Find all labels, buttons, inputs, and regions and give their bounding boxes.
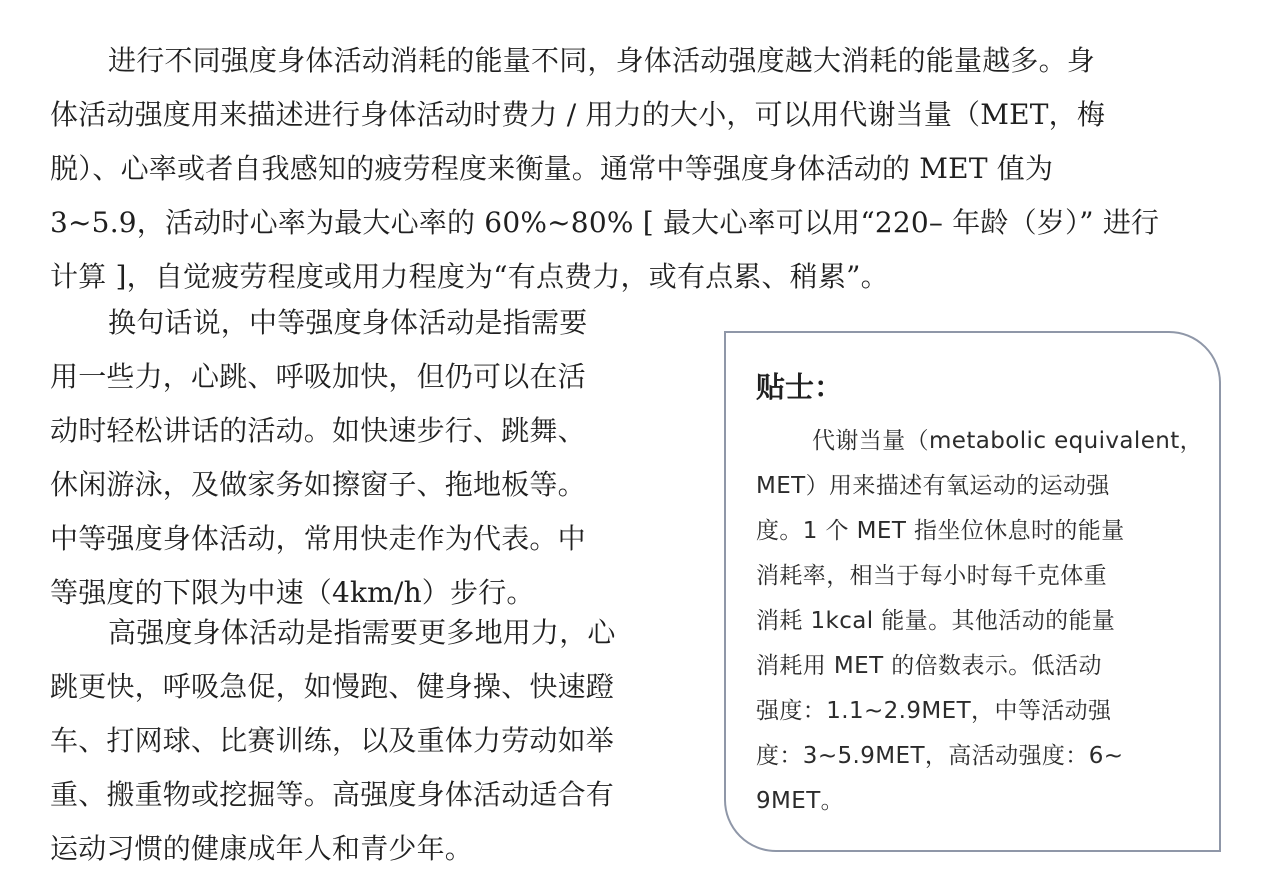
paragraph-high-intensity [50,606,690,876]
tip-line: 强度：1.1~2.9MET，中等活动强 [756,698,1112,724]
paragraph-line: 运动习惯的健康成年人和青少年。 [50,832,474,865]
tip-line: 消耗 1kcal 能量。其他活动的能量 [756,608,1116,634]
paragraph-line: 脱）、心率或者自我感知的疲劳程度来衡量。通常中等强度身体活动的 MET 值为 [50,152,1054,185]
paragraph-line: 等强度的下限为中速（4km/h）步行。 [50,576,535,609]
tip-line: 度。1 个 MET 指坐位休息时的能量 [756,518,1125,544]
paragraph-line: 高强度身体活动是指需要更多地用力，心 [108,616,616,649]
tip-line: 代谢当量（metabolic equivalent， [812,428,1204,454]
paragraph-line: 车、打网球、比赛训练，以及重体力劳动如举 [50,724,615,757]
paragraph-moderate-intensity [50,296,690,620]
paragraph-line: 计算 ]，自觉疲劳程度或用力程度为“有点费力，或有点累、稍累”。 [50,260,889,293]
tip-line: 度：3~5.9MET，高活动强度：6~ [756,743,1124,769]
paragraph-line: 换句话说，中等强度身体活动是指需要 [108,306,588,339]
paragraph-activity-intensity [50,34,1230,304]
tip-line: 消耗率，相当于每小时每千克体重 [756,563,1107,589]
paragraph-line: 重、搬重物或挖掘等。高强度身体活动适合有 [50,778,615,811]
paragraph-line: 用一些力，心跳、呼吸加快，但仍可以在活 [50,360,586,393]
paragraph-line: 体活动强度用来描述进行身体活动时费力 / 用力的大小，可以用代谢当量（MET，梅 [50,98,1106,131]
paragraph-line: 跳更快，呼吸急促，如慢跑、健身操、快速蹬 [50,670,615,703]
paragraph-line: 中等强度身体活动，常用快走作为代表。中 [50,522,586,555]
tip-line: MET）用来描述有氧运动的运动强 [756,473,1110,499]
paragraph-line: 休闲游泳，及做家务如擦窗子、拖地板等。 [50,468,586,501]
tip-line: 9MET。 [756,788,845,814]
tip-line: 消耗用 MET 的倍数表示。低活动 [756,653,1102,679]
tip-title: 贴士： [756,370,844,404]
paragraph-line: 动时轻松讲话的活动。如快速步行、跳舞、 [50,414,586,447]
tip-text [756,419,1204,824]
tip-box [724,331,1221,852]
paragraph-line: 3~5.9，活动时心率为最大心率的 60%~80% [ 最大心率可以用“220– 年龄（岁）” 进行 [50,206,1160,239]
paragraph-line: 进行不同强度身体活动消耗的能量不同，身体活动强度越大消耗的能量越多。身 [108,44,1096,77]
